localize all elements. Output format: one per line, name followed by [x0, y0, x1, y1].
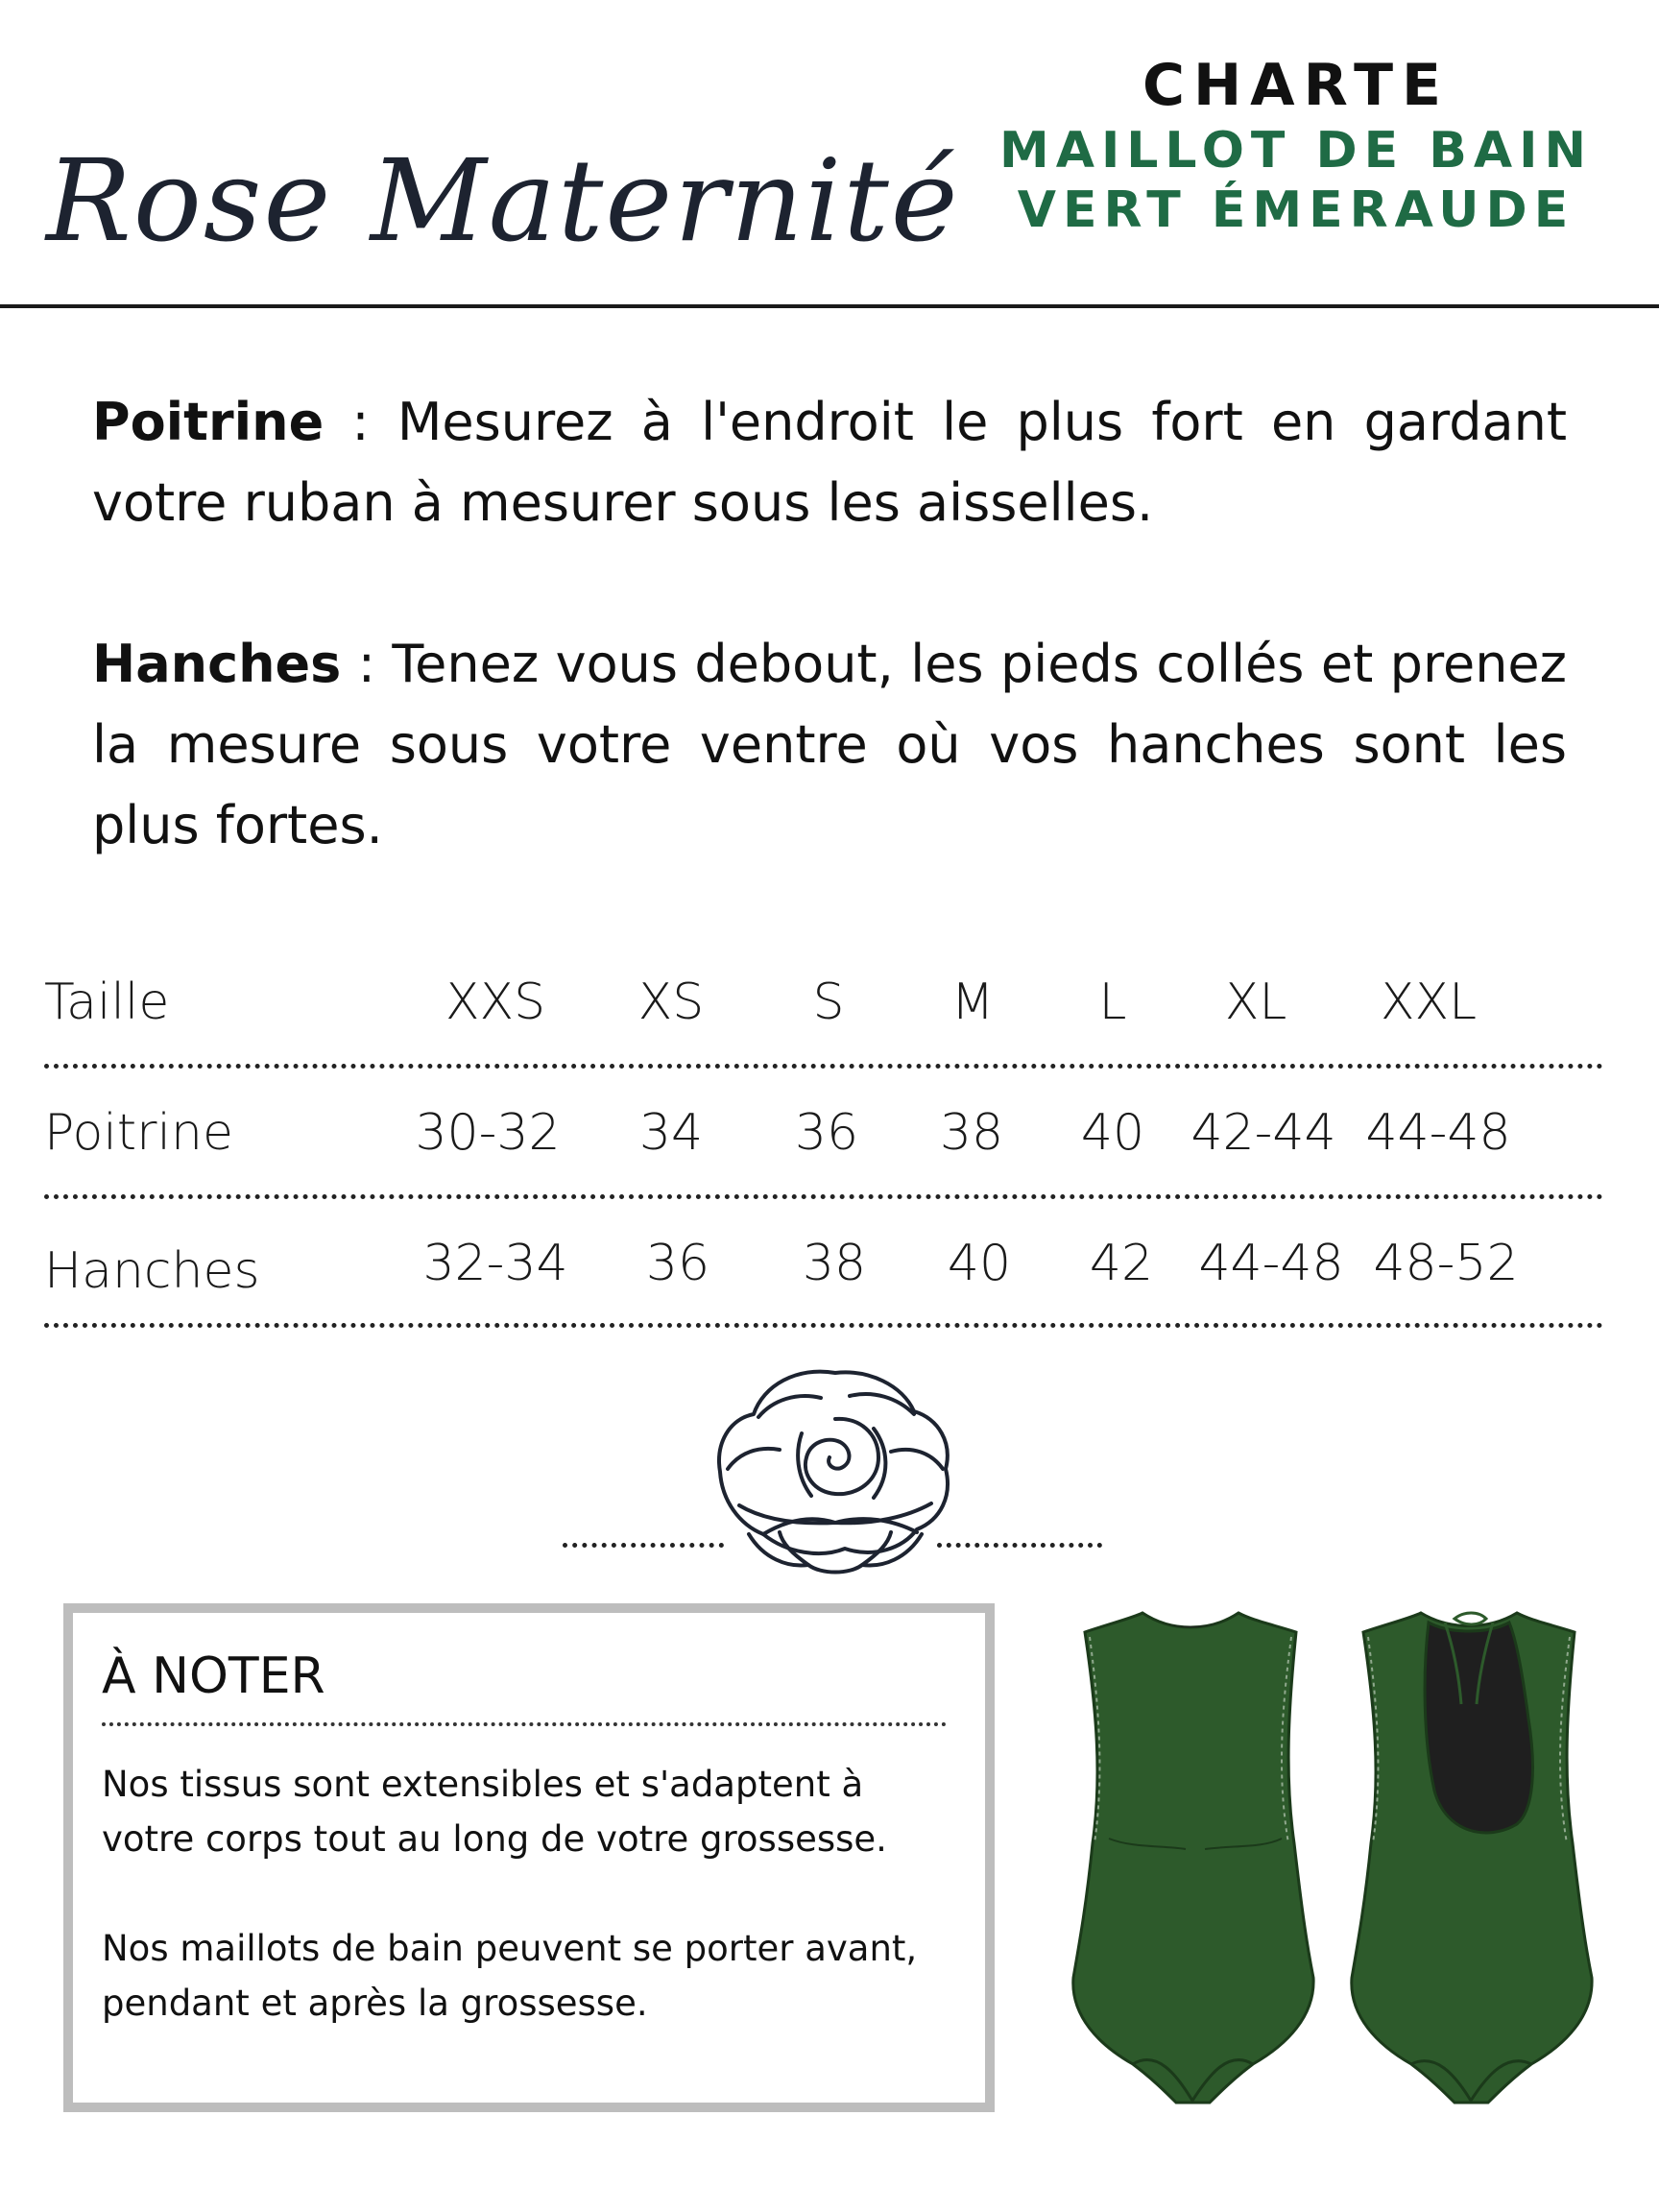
row-label-hips: Hanches	[44, 1242, 260, 1300]
chest-instruction	[92, 382, 1567, 543]
table-divider	[44, 1194, 1603, 1199]
size-header-row	[44, 950, 1603, 1081]
hips-instruction	[92, 624, 1567, 866]
table-cell: 38	[802, 1235, 867, 1292]
table-cell: 34	[638, 1104, 704, 1162]
size-header-label: Taille	[44, 974, 170, 1031]
chest-term: Poitrine	[92, 392, 325, 452]
size-header-s: S	[812, 974, 845, 1031]
table-divider	[44, 1064, 1603, 1069]
size-header-xs: XS	[637, 974, 705, 1031]
table-cell: 44-48	[1365, 1104, 1511, 1162]
title-product: MAILLOT DE BAIN	[998, 122, 1594, 180]
table-cell: 38	[939, 1104, 1004, 1162]
table-cell: 40	[1080, 1104, 1145, 1162]
table-cell: 30-32	[415, 1104, 561, 1162]
swimsuit-illustrations	[1066, 1594, 1603, 2131]
note-paragraph-1: Nos tissus sont extensibles et s'adaptent à votre corps tout au long de votre grossesse.	[102, 1764, 887, 1860]
ornament-dots-right	[937, 1543, 1102, 1548]
measurement-instructions	[92, 382, 1567, 947]
hips-term: Hanches	[92, 634, 342, 694]
table-row	[44, 1081, 1603, 1212]
note-paragraph-2: Nos maillots de bain peuvent se porter avant, pendant et après la grossesse.	[102, 1928, 918, 2024]
note-divider	[102, 1722, 947, 1726]
page-title	[998, 50, 1594, 240]
swimsuit-front-illustration	[1073, 1613, 1313, 2103]
table-cell: 36	[645, 1235, 710, 1292]
row-label-chest: Poitrine	[44, 1104, 233, 1162]
table-cell: 42	[1089, 1235, 1154, 1292]
note-body	[102, 1757, 966, 2085]
size-header-l: L	[1098, 974, 1127, 1031]
title-charte: CHARTE	[1142, 52, 1451, 119]
note-title: À NOTER	[102, 1647, 325, 1705]
brand-name: Rose Maternité	[46, 134, 960, 267]
size-header-xxs: XXS	[445, 974, 546, 1031]
size-table	[44, 950, 1603, 1342]
hips-text: : Tenez vous debout, les pieds collés et prenez la mesure sous votre ventre où vos hanches sont les plus fortes.	[92, 634, 1567, 855]
size-header-xxl: XXL	[1380, 974, 1478, 1031]
chest-text: : Mesurez à l'endroit le plus fort en gardant votre ruban à mesurer sous les aisselles.	[92, 392, 1567, 533]
size-header-xl: XL	[1224, 974, 1287, 1031]
table-divider	[44, 1323, 1603, 1328]
table-cell: 48-52	[1373, 1235, 1519, 1292]
note-box	[63, 1603, 995, 2112]
table-cell: 42-44	[1190, 1104, 1336, 1162]
table-cell: 40	[947, 1235, 1012, 1292]
table-cell: 32-34	[422, 1235, 568, 1292]
rose-icon	[557, 1361, 1114, 1582]
swimsuit-back-illustration	[1352, 1613, 1592, 2103]
table-cell: 44-48	[1198, 1235, 1344, 1292]
title-color: VERT ÉMERAUDE	[1017, 181, 1575, 239]
table-cell: 36	[794, 1104, 859, 1162]
size-header-m: M	[950, 974, 995, 1031]
brand-logo	[46, 96, 958, 298]
header-divider	[0, 304, 1659, 308]
